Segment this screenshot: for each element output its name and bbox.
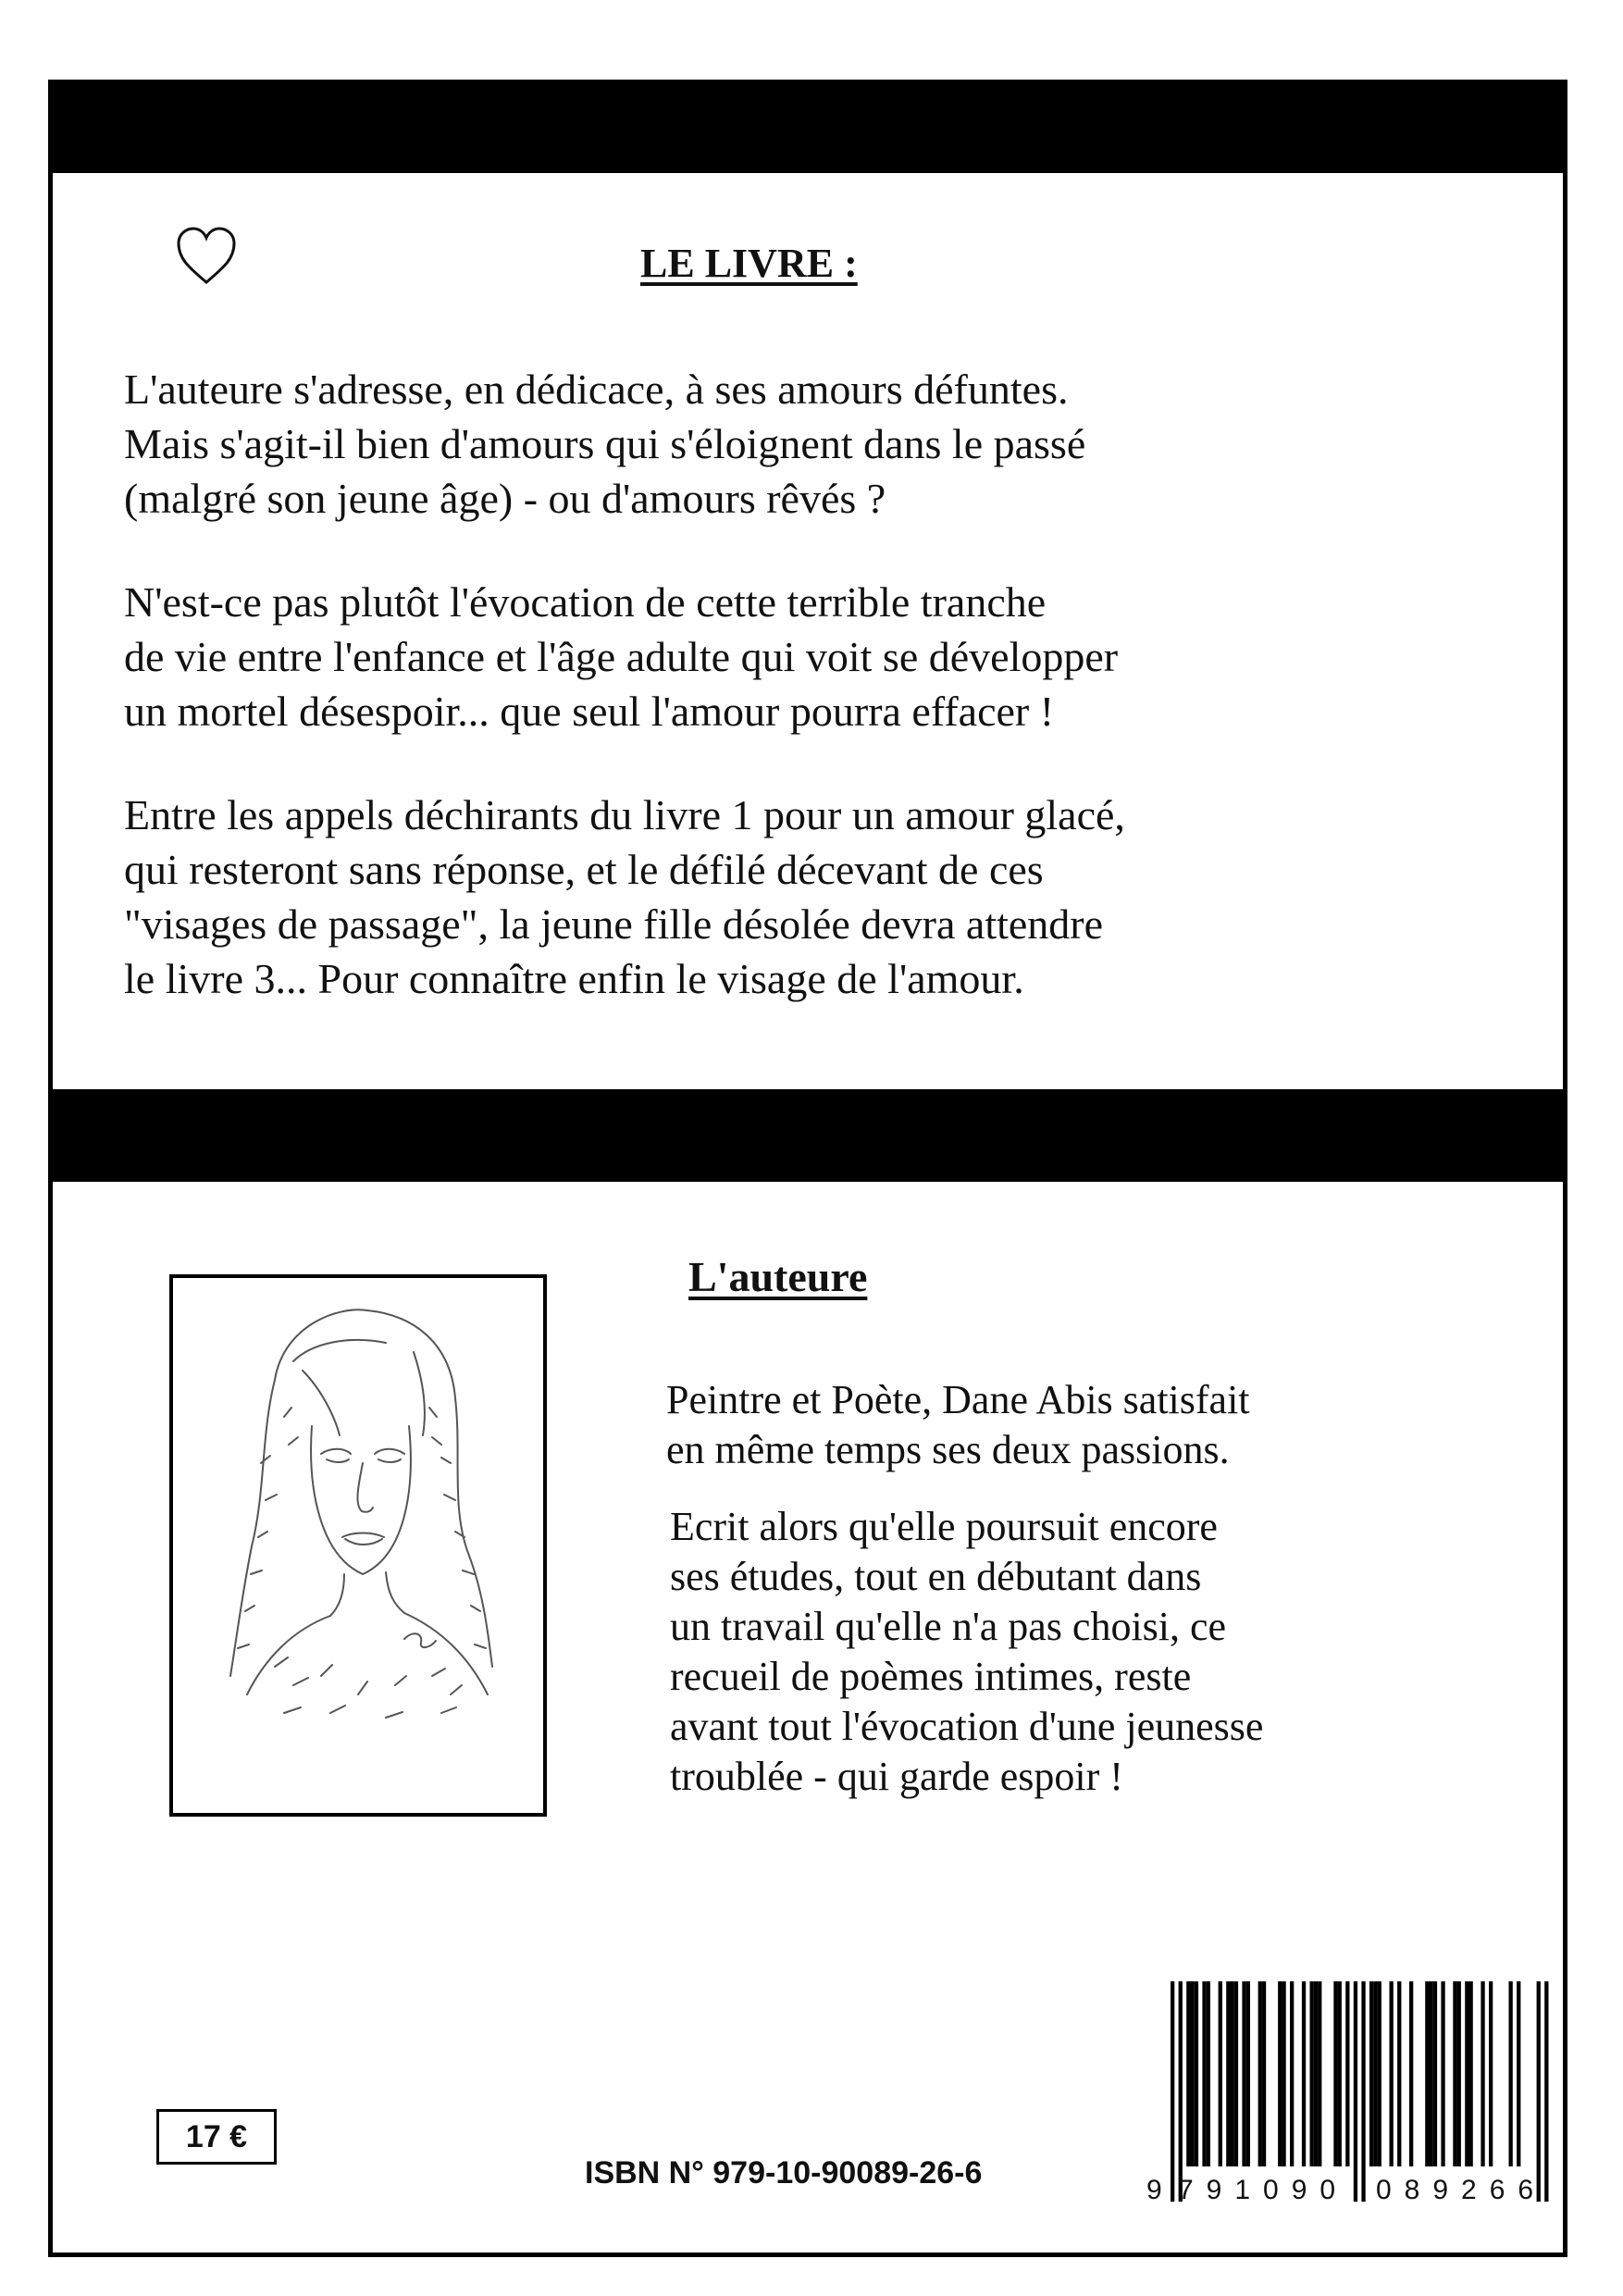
- barcode-first-digit: 9: [1146, 2175, 1162, 2205]
- barcode-bar: [1191, 1981, 1195, 2166]
- barcode-bar: [1246, 1981, 1250, 2166]
- text-line: L'auteure s'adresse, en dédicace, à ses amours défuntes.: [124, 366, 1069, 413]
- text-line: un mortel désespoir... que seul l'amour pourra effacer !: [124, 688, 1055, 735]
- barcode-bar: [1314, 1981, 1318, 2166]
- text-line: (malgré son jeune âge) - ou d'amours rêvés ?: [124, 475, 886, 522]
- barcode-bar: [1186, 1981, 1190, 2166]
- barcode-bar: [1433, 1981, 1437, 2166]
- livre-heading: LE LIVRE :: [640, 241, 858, 286]
- price-box: 17 €: [156, 2109, 277, 2165]
- text-line: Ecrit alors qu'elle poursuit encore: [670, 1504, 1218, 1549]
- barcode-bar: [1465, 1981, 1468, 2166]
- back-cover: [48, 80, 1567, 2257]
- heart-outline-icon: [173, 223, 240, 288]
- livre-paragraph-2: [124, 575, 1118, 738]
- barcode-bar: [1397, 1981, 1401, 2166]
- barcode-bar: [1234, 1981, 1238, 2166]
- top-black-band: [53, 84, 1563, 173]
- barcode-bar: [1290, 1981, 1294, 2166]
- barcode-bar: [1430, 1981, 1433, 2166]
- barcode-bar: [1242, 1981, 1245, 2166]
- barcode-bar: [1361, 1981, 1365, 2202]
- barcode-right-digits: 089266: [1376, 2175, 1547, 2205]
- barcode-bar: [1262, 1981, 1266, 2166]
- barcode-bar: [1226, 1981, 1230, 2166]
- barcode-bar: [1537, 1981, 1541, 2202]
- barcode-bar: [1231, 1981, 1234, 2166]
- text-line: en même temps ses deux passions.: [666, 1427, 1230, 1472]
- barcode-bar: [1338, 1981, 1342, 2166]
- barcode-bar: [1425, 1981, 1429, 2166]
- barcode-bar: [1195, 1981, 1198, 2166]
- barcode: [1134, 1981, 1578, 2213]
- auteur-heading: L'auteure: [688, 1253, 868, 1300]
- text-line: N'est-ce pas plutôt l'évocation de cette terrible tranche: [124, 578, 1047, 626]
- barcode-bar: [1369, 1981, 1373, 2166]
- barcode-bar: [1258, 1981, 1262, 2166]
- text-line: ses études, tout en débutant dans: [670, 1554, 1202, 1599]
- barcode-bar: [1409, 1981, 1413, 2166]
- barcode-bar: [1469, 1981, 1473, 2166]
- barcode-bar: [1481, 1981, 1484, 2166]
- barcode-bar: [1219, 1981, 1222, 2166]
- barcode-bar: [1544, 1981, 1548, 2202]
- barcode-bar: [1457, 1981, 1461, 2166]
- text-line: Mais s'agit-il bien d'amours qui s'éloignent dans le passé: [124, 420, 1086, 467]
- author-portrait: [169, 1274, 547, 1817]
- barcode-bar: [1373, 1981, 1377, 2166]
- barcode-bar: [1378, 1981, 1381, 2166]
- barcode-bar: [1390, 1981, 1394, 2166]
- barcode-bar: [1278, 1981, 1282, 2166]
- middle-black-band: [48, 1089, 1567, 1182]
- text-line: Peintre et Poète, Dane Abis satisfait: [666, 1377, 1250, 1422]
- barcode-bar: [1333, 1981, 1337, 2166]
- livre-paragraph-1: [124, 362, 1085, 526]
- barcode-bar: [1354, 1981, 1357, 2202]
- text-line: recueil de poèmes intimes, reste: [670, 1654, 1192, 1699]
- barcode-bar: [1171, 1981, 1174, 2202]
- auteur-paragraph-2: [670, 1502, 1263, 1802]
- barcode-bar: [1318, 1981, 1321, 2166]
- isbn-label: ISBN N° 979-10-90089-26-6: [585, 2155, 983, 2191]
- livre-paragraph-3: [124, 788, 1125, 1006]
- barcode-left-digits: 791090: [1178, 2175, 1349, 2205]
- barcode-bar: [1310, 1981, 1314, 2166]
- portrait-sketch-icon: [173, 1278, 543, 1813]
- barcode-bar: [1489, 1981, 1493, 2166]
- text-line: avant tout l'évocation d'une jeunesse: [670, 1704, 1264, 1749]
- barcode-bar: [1517, 1981, 1520, 2166]
- text-line: qui resteront sans réponse, et le défilé décevant de ces: [124, 846, 1044, 893]
- barcode-bar: [1282, 1981, 1285, 2166]
- text-line: troublée - qui garde espoir !: [670, 1754, 1123, 1799]
- barcode-bar: [1207, 1981, 1210, 2166]
- barcode-bar: [1179, 1981, 1183, 2202]
- text-line: un travail qu'elle n'a pas choisi, ce: [670, 1604, 1227, 1649]
- barcode-bar: [1345, 1981, 1349, 2166]
- text-line: Entre les appels déchirants du livre 1 pour un amour glacé,: [124, 791, 1125, 838]
- barcode-bar: [1509, 1981, 1513, 2166]
- barcode-bar: [1302, 1981, 1306, 2166]
- barcode-bar: [1453, 1981, 1456, 2166]
- text-line: de vie entre l'enfance et l'âge adulte qui voit se développer: [124, 633, 1119, 680]
- auteur-paragraph-1: [666, 1375, 1250, 1475]
- barcode-bar: [1202, 1981, 1206, 2166]
- barcode-bar: [1441, 1981, 1444, 2166]
- text-line: "visages de passage", la jeune fille désolée devra attendre: [124, 900, 1104, 948]
- text-line: le livre 3... Pour connaître enfin le visage de l'amour.: [124, 955, 1024, 1002]
